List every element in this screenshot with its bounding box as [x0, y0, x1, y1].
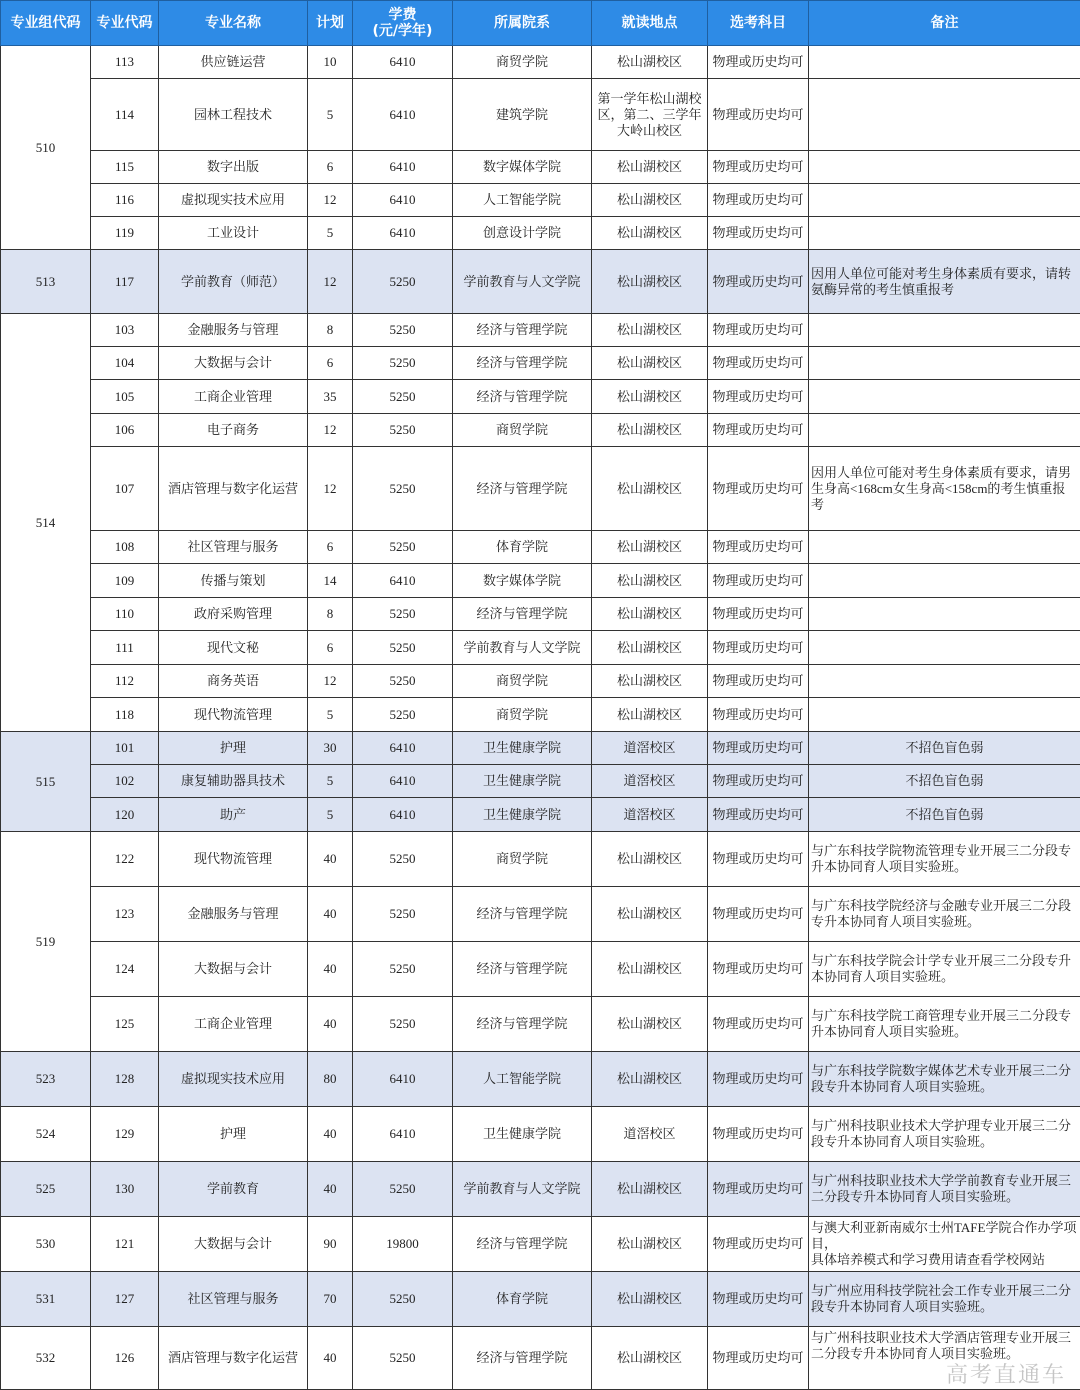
location: 松山湖校区: [592, 151, 708, 184]
plan-count: 70: [308, 1272, 353, 1327]
location: 道滘校区: [592, 765, 708, 798]
major-name: 康复辅助器具技术: [159, 765, 308, 798]
notes: [809, 380, 1080, 414]
location: 松山湖校区: [592, 942, 708, 997]
subjects: 物理或历史均可: [708, 314, 809, 347]
notes: 因用人单位可能对考生身体素质有要求，请男生身高<168cm女生身高<158cm的考生慎重报考: [809, 447, 1080, 531]
notes: 不招色盲色弱: [809, 798, 1080, 832]
location: 松山湖校区: [592, 414, 708, 447]
subjects: 物理或历史均可: [708, 997, 809, 1052]
college: 经济与管理学院: [453, 347, 592, 380]
tuition: 5250: [353, 531, 453, 564]
college: 经济与管理学院: [453, 1217, 592, 1272]
tuition: 6410: [353, 184, 453, 217]
tuition: 6410: [353, 732, 453, 765]
plan-count: 6: [308, 531, 353, 564]
table-row: [1, 531, 1080, 564]
major-name: 社区管理与服务: [159, 531, 308, 564]
notes: 与广东科技学院物流管理专业开展三二分段专升本协同育人项目实验班。: [809, 832, 1080, 887]
major-code: 128: [91, 1052, 159, 1107]
location: 松山湖校区: [592, 1217, 708, 1272]
tuition: 5250: [353, 414, 453, 447]
subjects: 物理或历史均可: [708, 46, 809, 79]
location: 道滘校区: [592, 732, 708, 765]
plan-count: 40: [308, 832, 353, 887]
major-name: 政府采购管理: [159, 598, 308, 631]
tuition: 6410: [353, 1052, 453, 1107]
major-code: 115: [91, 151, 159, 184]
notes: 与广州科技职业技术大学学前教育专业开展三二分段专升本协同育人项目实验班。: [809, 1162, 1080, 1217]
location: 松山湖校区: [592, 1162, 708, 1217]
plan-count: 5: [308, 698, 353, 732]
college: 建筑学院: [453, 79, 592, 151]
notes: [809, 414, 1080, 447]
plan-count: 14: [308, 564, 353, 598]
plan-count: 40: [308, 1107, 353, 1162]
subjects: 物理或历史均可: [708, 765, 809, 798]
notes: 不招色盲色弱: [809, 732, 1080, 765]
major-name: 虚拟现实技术应用: [159, 1052, 308, 1107]
subjects: 物理或历史均可: [708, 665, 809, 698]
location: 松山湖校区: [592, 46, 708, 79]
plan-count: 12: [308, 184, 353, 217]
table-row: [1, 665, 1080, 698]
tuition: 5250: [353, 698, 453, 732]
header-location: 就读地点: [592, 1, 708, 46]
major-name: 电子商务: [159, 414, 308, 447]
major-code: 101: [91, 732, 159, 765]
major-name: 大数据与会计: [159, 1217, 308, 1272]
subjects: 物理或历史均可: [708, 1327, 809, 1390]
college: 经济与管理学院: [453, 1327, 592, 1390]
major-code: 108: [91, 531, 159, 564]
tuition: 5250: [353, 631, 453, 665]
notes: [809, 347, 1080, 380]
table-row: [1, 887, 1080, 942]
major-name: 虚拟现实技术应用: [159, 184, 308, 217]
major-code: 117: [91, 250, 159, 314]
major-code: 116: [91, 184, 159, 217]
table-row: [1, 151, 1080, 184]
plan-count: 40: [308, 942, 353, 997]
major-name: 助产: [159, 798, 308, 832]
location: 松山湖校区: [592, 564, 708, 598]
tuition: 5250: [353, 1272, 453, 1327]
notes: 与广东科技学院会计学专业开展三二分段专升本协同育人项目实验班。: [809, 942, 1080, 997]
tuition: 6410: [353, 798, 453, 832]
table-row: [1, 1327, 1080, 1390]
header-major-code: 专业代码: [91, 1, 159, 46]
major-code: 125: [91, 997, 159, 1052]
major-name: 大数据与会计: [159, 942, 308, 997]
major-code: 114: [91, 79, 159, 151]
major-code: 110: [91, 598, 159, 631]
subjects: 物理或历史均可: [708, 184, 809, 217]
major-code: 118: [91, 698, 159, 732]
group-code: 515: [1, 732, 91, 832]
notes: 与广东科技学院经济与金融专业开展三二分段专升本协同育人项目实验班。: [809, 887, 1080, 942]
subjects: 物理或历史均可: [708, 79, 809, 151]
tuition: 5250: [353, 447, 453, 531]
major-name: 数字出版: [159, 151, 308, 184]
major-code: 111: [91, 631, 159, 665]
header-group-code: 专业组代码: [1, 1, 91, 46]
group-code: 514: [1, 314, 91, 732]
major-name: 现代文秘: [159, 631, 308, 665]
notes: [809, 598, 1080, 631]
college: 卫生健康学院: [453, 765, 592, 798]
notes: [809, 531, 1080, 564]
major-name: 护理: [159, 732, 308, 765]
header-notes: 备注: [809, 1, 1080, 46]
major-code: 121: [91, 1217, 159, 1272]
subjects: 物理或历史均可: [708, 414, 809, 447]
major-code: 122: [91, 832, 159, 887]
tuition: 6410: [353, 1107, 453, 1162]
tuition: 5250: [353, 380, 453, 414]
notes: 与广州应用科技学院社会工作专业开展三二分段专升本协同育人项目实验班。: [809, 1272, 1080, 1327]
major-name: 酒店管理与数字化运营: [159, 1327, 308, 1390]
subjects: 物理或历史均可: [708, 1217, 809, 1272]
location: 松山湖校区: [592, 997, 708, 1052]
plan-count: 6: [308, 347, 353, 380]
header-subjects: 选考科目: [708, 1, 809, 46]
plan-count: 8: [308, 314, 353, 347]
group-code: 523: [1, 1052, 91, 1107]
college: 商贸学院: [453, 665, 592, 698]
header-tuition: 学费 (元/学年): [353, 1, 453, 46]
college: 经济与管理学院: [453, 997, 592, 1052]
table-row: [1, 765, 1080, 798]
college: 学前教育与人文学院: [453, 250, 592, 314]
major-name: 大数据与会计: [159, 347, 308, 380]
major-code: 126: [91, 1327, 159, 1390]
major-name: 学前教育（师范）: [159, 250, 308, 314]
tuition: 6410: [353, 765, 453, 798]
tuition: 5250: [353, 598, 453, 631]
location: 松山湖校区: [592, 347, 708, 380]
tuition: 6410: [353, 46, 453, 79]
college: 经济与管理学院: [453, 314, 592, 347]
location: 松山湖校区: [592, 832, 708, 887]
watermark: 高考直通车: [946, 1364, 1066, 1388]
subjects: 物理或历史均可: [708, 832, 809, 887]
group-code: 510: [1, 46, 91, 250]
plan-count: 12: [308, 665, 353, 698]
header-college: 所属院系: [453, 1, 592, 46]
location: 松山湖校区: [592, 314, 708, 347]
subjects: 物理或历史均可: [708, 598, 809, 631]
table-row: [1, 798, 1080, 832]
major-name: 护理: [159, 1107, 308, 1162]
subjects: 物理或历史均可: [708, 531, 809, 564]
header-major-name: 专业名称: [159, 1, 308, 46]
subjects: 物理或历史均可: [708, 347, 809, 380]
major-code: 106: [91, 414, 159, 447]
table-row: [1, 46, 1080, 79]
notes: 与广东科技学院数字媒体艺术专业开展三二分段专升本协同育人项目实验班。: [809, 1052, 1080, 1107]
notes: 与广州科技职业技术大学护理专业开展三二分段专升本协同育人项目实验班。: [809, 1107, 1080, 1162]
plan-count: 12: [308, 447, 353, 531]
table-header: [1, 1, 1080, 46]
college: 学前教育与人文学院: [453, 1162, 592, 1217]
table-row: [1, 380, 1080, 414]
college: 卫生健康学院: [453, 1107, 592, 1162]
major-code: 107: [91, 447, 159, 531]
plan-count: 12: [308, 414, 353, 447]
subjects: 物理或历史均可: [708, 1162, 809, 1217]
major-name: 学前教育: [159, 1162, 308, 1217]
table-row: [1, 832, 1080, 887]
major-code: 127: [91, 1272, 159, 1327]
college: 卫生健康学院: [453, 798, 592, 832]
college: 经济与管理学院: [453, 447, 592, 531]
plan-count: 40: [308, 1327, 353, 1390]
college: 商贸学院: [453, 698, 592, 732]
location: 松山湖校区: [592, 1272, 708, 1327]
college: 卫生健康学院: [453, 732, 592, 765]
notes: [809, 79, 1080, 151]
major-name: 工业设计: [159, 217, 308, 250]
college: 商贸学院: [453, 414, 592, 447]
subjects: 物理或历史均可: [708, 887, 809, 942]
table-row: [1, 1272, 1080, 1327]
major-name: 传播与策划: [159, 564, 308, 598]
group-code: 530: [1, 1217, 91, 1272]
group-code: 531: [1, 1272, 91, 1327]
notes: 与广州科技职业技术大学酒店管理专业开展三二分段专升本协同育人项目实验班。: [809, 1327, 1080, 1390]
table-row: [1, 414, 1080, 447]
table-row: [1, 314, 1080, 347]
table-body: [1, 46, 1080, 1390]
tuition: 6410: [353, 79, 453, 151]
college: 数字媒体学院: [453, 151, 592, 184]
subjects: 物理或历史均可: [708, 380, 809, 414]
group-code: 532: [1, 1327, 91, 1390]
subjects: 物理或历史均可: [708, 631, 809, 665]
location: 松山湖校区: [592, 447, 708, 531]
major-name: 工商企业管理: [159, 997, 308, 1052]
college: 体育学院: [453, 531, 592, 564]
header-plan: 计划: [308, 1, 353, 46]
table-row: [1, 1052, 1080, 1107]
notes: 因用人单位可能对考生身体素质有要求，请转氨酶异常的考生慎重报考: [809, 250, 1080, 314]
table-row: [1, 598, 1080, 631]
plan-count: 6: [308, 631, 353, 665]
major-name: 供应链运营: [159, 46, 308, 79]
plan-count: 5: [308, 217, 353, 250]
table-row: [1, 698, 1080, 732]
major-code: 124: [91, 942, 159, 997]
tuition: 5250: [353, 832, 453, 887]
subjects: 物理或历史均可: [708, 447, 809, 531]
major-code: 119: [91, 217, 159, 250]
plan-count: 80: [308, 1052, 353, 1107]
location: 松山湖校区: [592, 1327, 708, 1390]
notes: [809, 184, 1080, 217]
major-name: 酒店管理与数字化运营: [159, 447, 308, 531]
subjects: 物理或历史均可: [708, 250, 809, 314]
college: 商贸学院: [453, 46, 592, 79]
location: 松山湖校区: [592, 217, 708, 250]
plan-count: 6: [308, 151, 353, 184]
college: 人工智能学院: [453, 1052, 592, 1107]
major-code: 112: [91, 665, 159, 698]
location: 松山湖校区: [592, 380, 708, 414]
tuition: 6410: [353, 564, 453, 598]
notes: [809, 314, 1080, 347]
subjects: 物理或历史均可: [708, 564, 809, 598]
table-row: [1, 217, 1080, 250]
location: 松山湖校区: [592, 250, 708, 314]
tuition: 19800: [353, 1217, 453, 1272]
group-code: 513: [1, 250, 91, 314]
tuition: 5250: [353, 1162, 453, 1217]
notes: [809, 564, 1080, 598]
table-row: [1, 564, 1080, 598]
table-row: [1, 184, 1080, 217]
notes: [809, 665, 1080, 698]
tuition: 5250: [353, 997, 453, 1052]
table-row: [1, 732, 1080, 765]
major-name: 金融服务与管理: [159, 887, 308, 942]
tuition: 5250: [353, 250, 453, 314]
subjects: 物理或历史均可: [708, 942, 809, 997]
college: 商贸学院: [453, 832, 592, 887]
college: 经济与管理学院: [453, 598, 592, 631]
group-code: 519: [1, 832, 91, 1052]
major-code: 104: [91, 347, 159, 380]
plan-count: 8: [308, 598, 353, 631]
major-code: 105: [91, 380, 159, 414]
notes: [809, 151, 1080, 184]
notes: [809, 698, 1080, 732]
location: 松山湖校区: [592, 184, 708, 217]
major-name: 金融服务与管理: [159, 314, 308, 347]
plan-count: 40: [308, 887, 353, 942]
table-row: [1, 997, 1080, 1052]
major-name: 园林工程技术: [159, 79, 308, 151]
subjects: 物理或历史均可: [708, 732, 809, 765]
college: 学前教育与人文学院: [453, 631, 592, 665]
notes: [809, 46, 1080, 79]
plan-count: 5: [308, 79, 353, 151]
tuition: 5250: [353, 942, 453, 997]
plan-count: 30: [308, 732, 353, 765]
notes: 与广东科技学院工商管理专业开展三二分段专升本协同育人项目实验班。: [809, 997, 1080, 1052]
major-code: 113: [91, 46, 159, 79]
college: 人工智能学院: [453, 184, 592, 217]
table-row: [1, 1162, 1080, 1217]
table-row: [1, 942, 1080, 997]
table-row: [1, 79, 1080, 151]
group-code: 525: [1, 1162, 91, 1217]
college: 体育学院: [453, 1272, 592, 1327]
location: 松山湖校区: [592, 598, 708, 631]
major-name: 现代物流管理: [159, 832, 308, 887]
location: 松山湖校区: [592, 1052, 708, 1107]
tuition: 5250: [353, 314, 453, 347]
subjects: 物理或历史均可: [708, 151, 809, 184]
major-name: 商务英语: [159, 665, 308, 698]
location: 松山湖校区: [592, 698, 708, 732]
subjects: 物理或历史均可: [708, 1272, 809, 1327]
location: 松山湖校区: [592, 887, 708, 942]
major-name: 现代物流管理: [159, 698, 308, 732]
tuition: 6410: [353, 217, 453, 250]
notes: 与澳大利亚新南威尔士州TAFE学院合作办学项目， 具体培养模式和学习费用请查看学校网站: [809, 1217, 1080, 1272]
tuition: 5250: [353, 665, 453, 698]
table-row: [1, 347, 1080, 380]
location: 松山湖校区: [592, 531, 708, 564]
tuition: 6410: [353, 151, 453, 184]
major-code: 130: [91, 1162, 159, 1217]
major-code: 102: [91, 765, 159, 798]
notes: [809, 217, 1080, 250]
plan-count: 40: [308, 997, 353, 1052]
major-code: 129: [91, 1107, 159, 1162]
major-code: 103: [91, 314, 159, 347]
college: 数字媒体学院: [453, 564, 592, 598]
table-row: [1, 250, 1080, 314]
location: 道滘校区: [592, 798, 708, 832]
notes: [809, 631, 1080, 665]
tuition: 5250: [353, 347, 453, 380]
tuition: 5250: [353, 887, 453, 942]
subjects: 物理或历史均可: [708, 217, 809, 250]
tuition: 5250: [353, 1327, 453, 1390]
plan-count: 10: [308, 46, 353, 79]
college: 经济与管理学院: [453, 380, 592, 414]
subjects: 物理或历史均可: [708, 1052, 809, 1107]
major-name: 社区管理与服务: [159, 1272, 308, 1327]
major-name: 工商企业管理: [159, 380, 308, 414]
location: 松山湖校区: [592, 665, 708, 698]
table-row: [1, 1217, 1080, 1272]
table-row: [1, 631, 1080, 665]
table-row: [1, 1107, 1080, 1162]
notes: 不招色盲色弱: [809, 765, 1080, 798]
plan-count: 5: [308, 798, 353, 832]
group-code: 524: [1, 1107, 91, 1162]
plan-count: 5: [308, 765, 353, 798]
location: 道滘校区: [592, 1107, 708, 1162]
college: 经济与管理学院: [453, 887, 592, 942]
subjects: 物理或历史均可: [708, 1107, 809, 1162]
college: 经济与管理学院: [453, 942, 592, 997]
plan-count: 90: [308, 1217, 353, 1272]
college: 创意设计学院: [453, 217, 592, 250]
major-code: 123: [91, 887, 159, 942]
location: 第一学年松山湖校区，第二、三学年大岭山校区: [592, 79, 708, 151]
plan-count: 35: [308, 380, 353, 414]
major-code: 109: [91, 564, 159, 598]
location: 松山湖校区: [592, 631, 708, 665]
table-row: [1, 447, 1080, 531]
plan-count: 12: [308, 250, 353, 314]
subjects: 物理或历史均可: [708, 798, 809, 832]
plan-count: 40: [308, 1162, 353, 1217]
major-code: 120: [91, 798, 159, 832]
subjects: 物理或历史均可: [708, 698, 809, 732]
